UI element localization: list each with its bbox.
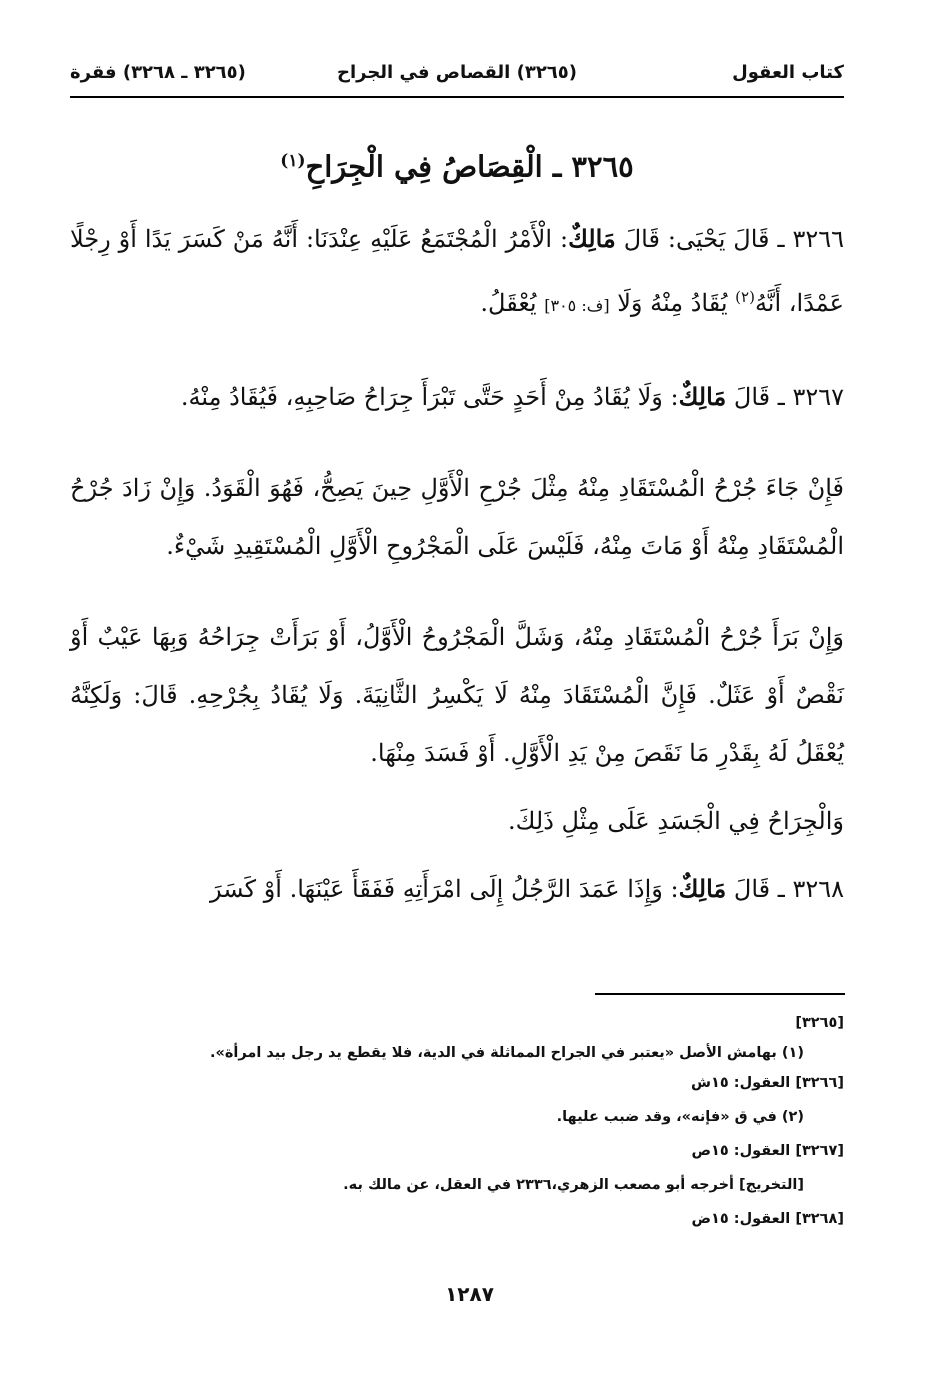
malik-name: مَالِكٌ (678, 874, 727, 903)
body-text: : الْأَمْرُ الْمُجْتَمَعُ عَلَيْهِ عِنْدَنَا: أَنَّهُ مَنْ كَسَرَ يَدًا أَوْ رِجْلًا عَمْدًا، أَنَّهُ (70, 225, 844, 317)
paragraph-number: ٣٢٦٨ ـ (770, 875, 844, 903)
chapter-title-text: ٣٢٦٥ ـ الْقِصَاصُ فِي الْجِرَاحِ (305, 149, 634, 184)
paragraph-3266 (70, 210, 844, 335)
paragraph-number: ٣٢٦٦ ـ (769, 225, 844, 253)
note-ref-3265: [٣٢٦٥] (795, 1015, 844, 1031)
body-text: : وَإِذَا عَمَدَ الرَّجُلُ إِلَى امْرَأَتِهِ فَفَقَأَ عَيْنَهَا. أَوْ كَسَرَ (210, 875, 679, 903)
header-chapter-title: (٣٢٦٥) القصاص في الجراح (336, 62, 578, 83)
folio-marker: [ف: ٣٠٥] (544, 296, 610, 315)
body-text: قَالَ (726, 875, 771, 903)
footnote-1: (١) بهامش الأصل «يعتبر في الجراح المماثلة في الدية، فلا يقطع يد رجل بيد امرأة». (209, 1045, 804, 1061)
running-header (70, 62, 844, 96)
chapter-title (70, 138, 844, 190)
malik-name: مَالِكٌ (678, 382, 727, 411)
takhrij-label: [التخريج] (739, 1177, 804, 1193)
header-paragraph-range: (٣٢٦٥ ـ ٣٢٦٨) فقرة (70, 62, 246, 83)
main-text (70, 210, 844, 918)
takhrij-note (70, 1166, 844, 1204)
title-footnote-ref[interactable]: (١) (280, 151, 306, 171)
paragraph-3268 (70, 860, 844, 918)
paragraph-number: ٣٢٦٧ ـ (770, 383, 844, 411)
body-text: : وَلَا يُقَادُ مِنْ أَحَدٍ حَتَّى تَبْرَأَ جِرَاحُ صَاحِبِهِ، فَيُقَادُ مِنْهُ. (180, 383, 679, 411)
body-text: يُقَادُ مِنْهُ وَلَا (609, 289, 736, 317)
page-number: ١٢٨٧ (445, 1282, 494, 1306)
malik-name: مَالِكٌ (568, 224, 616, 253)
note-ref-3267: [٣٢٦٧] العقول: ١٥ص (691, 1143, 844, 1159)
footnote-2: (٢) في ق «فإنه»، وقد ضبب عليها. (556, 1109, 804, 1125)
paragraph-bara: وَإِنْ بَرَأَ جُرْحُ الْمُسْتَقَادِ مِنْهُ، وَشَلَّ الْمَجْرُوحُ الْأَوَّلُ، أَوْ بَرَأَتْ جِرَاحُهُ وَبِهَا عَيْبٌ أَوْ نَقْصٌ أَوْ عَثَلٌ. فَإِنَّ الْمُسْتَقَادَ مِنْهُ لَا يَكْسِرُ الثَّانِيَةَ. وَلَا يُقَادُ بِجُرْحِهِ. قَالَ: وَلَكِنَّهُ يُعْقَلُ لَهُ بِقَدْرِ مَا نَقَصَ مِنْ يَدِ الْأَوَّلِ. أَوْ فَسَدَ مِنْهَا. (70, 623, 844, 767)
paragraph-3267 (70, 368, 844, 426)
paragraph-jirah: وَالْجِرَاحُ فِي الْجَسَدِ عَلَى مِثْلِ ذَلِكَ. (508, 807, 844, 835)
footnote-divider (595, 993, 845, 995)
body-text: يُعْقَلُ. (480, 289, 545, 317)
header-book-title: كتاب العقول (732, 62, 844, 83)
body-text: : قَالَ (615, 225, 676, 253)
note-ref-3266: [٣٢٦٦] العقول: ١٥ش (691, 1075, 844, 1091)
footnotes (70, 1008, 844, 1234)
header-divider (70, 96, 844, 98)
takhrij-text: أخرجه أبو مصعب الزهري،٢٣٣٦ في العقل، عن مالك به. (343, 1177, 740, 1193)
paragraph-qawad: فَإِنْ جَاءَ جُرْحُ الْمُسْتَقَادِ مِنْهُ مِثْلَ جُرْحِ الْأَوَّلِ حِينَ يَصِحُّ، فَهُوَ الْقَوَدُ. وَإِنْ زَادَ جُرْحُ الْمُسْتَقَادِ مِنْهُ أَوْ مَاتَ مِنْهُ، فَلَيْسَ عَلَى الْمَجْرُوحِ الْأَوَّلِ الْمُسْتَقِيدِ شَيْءٌ. (70, 474, 844, 560)
note-ref-3268: [٣٢٦٨] العقول: ١٥ض (691, 1211, 844, 1227)
speaker-text: قَالَ يَحْيَى (675, 225, 770, 253)
body-text: قَالَ (726, 383, 771, 411)
footnote-ref-2[interactable]: (٢) (735, 288, 755, 306)
